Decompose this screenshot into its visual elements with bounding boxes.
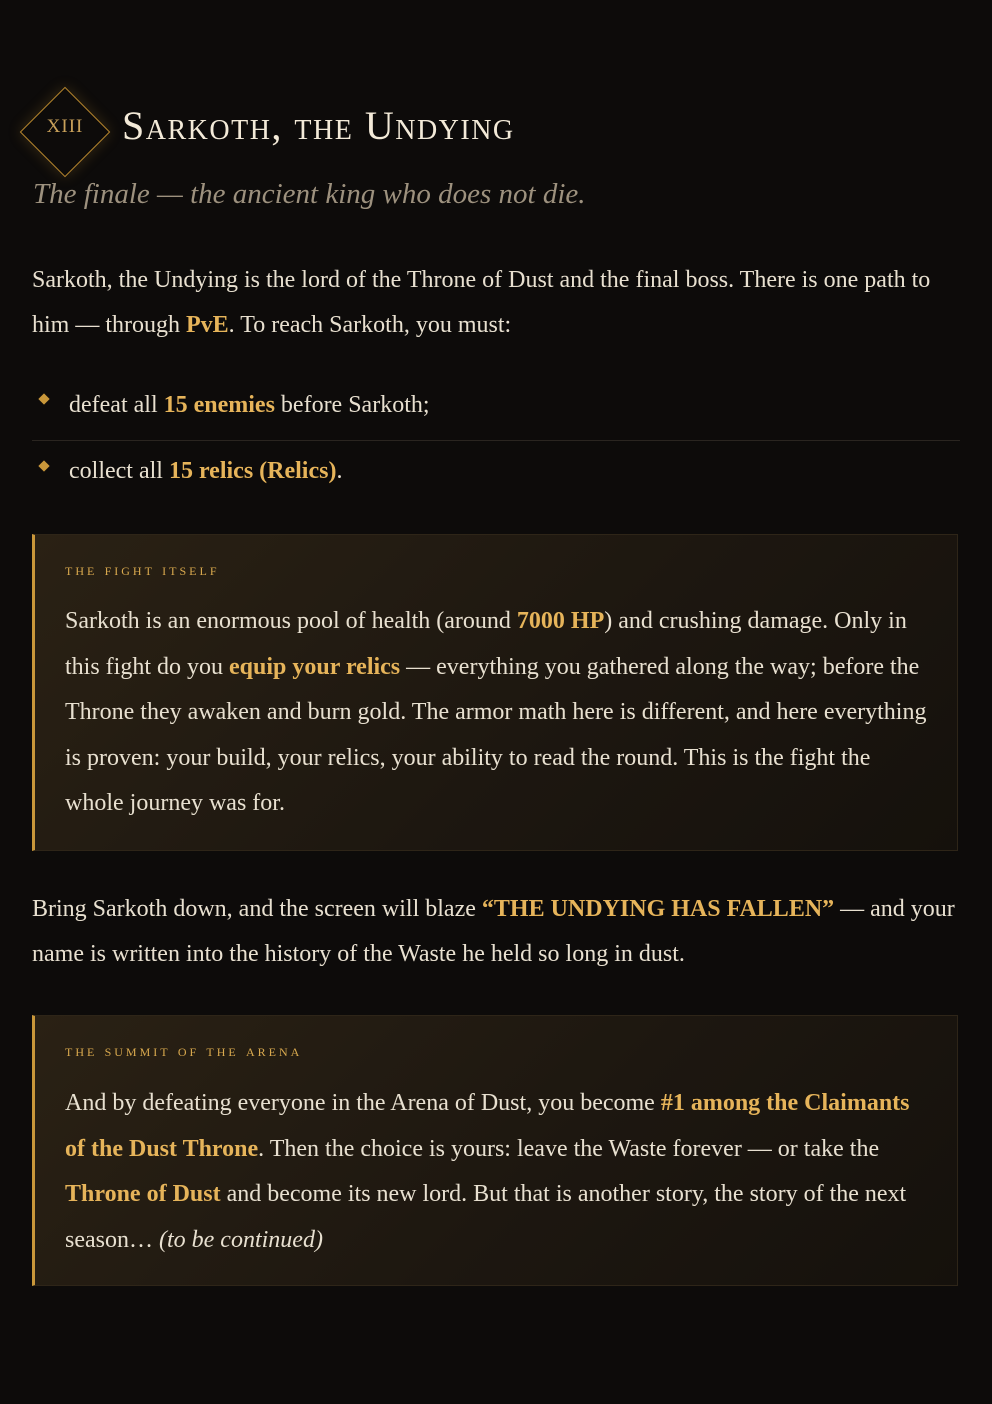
callout-title: the fight itself (65, 560, 220, 579)
list-item-text (69, 458, 342, 484)
callout-body (65, 1081, 925, 1263)
callout-text-2: . Then the choice is yours: leave the Waste forever — or take the (258, 1135, 880, 1162)
fight-callout (32, 534, 958, 851)
callout-body (65, 599, 935, 827)
outro-text-2: — and your name is written into the history of the Waste he held so long in dust. (32, 896, 955, 967)
fallen-quote-highlight: “THE UNDYING HAS FALLEN” (481, 896, 835, 922)
relics-highlight: 15 relics (Relics) (168, 458, 337, 484)
intro-text-2: . To reach Sarkoth, you must: (228, 312, 512, 338)
callout-title: the summit of the arena (65, 1041, 303, 1060)
callout-text-2: ) and crushing damage. Only in this fight do you (65, 608, 907, 680)
to-be-continued: (to be continued) (158, 1226, 323, 1253)
outro-text-1: Bring Sarkoth down, and the screen will blaze (32, 896, 482, 922)
summit-callout (32, 1015, 958, 1286)
list-item-after: before Sarkoth; (274, 392, 430, 418)
hp-highlight: 7000 HP (516, 608, 605, 634)
list-item-text (69, 392, 430, 418)
callout-text-3: and become its new lord. But that is another story, the story of the next season… (65, 1181, 907, 1253)
callout-text-1: And by defeating everyone in the Arena of Dust, you become (65, 1090, 661, 1116)
rank-highlight: #1 among the Claimants of the Dust Throne (65, 1090, 910, 1162)
intro-paragraph (32, 258, 960, 348)
list-item (32, 380, 960, 440)
page-title: Sarkoth, the Undying (122, 103, 515, 148)
equip-relics-highlight: equip your relics (229, 653, 401, 680)
enemies-highlight: 15 enemies (163, 392, 275, 418)
list-item-after: . (336, 458, 343, 484)
outro-paragraph (32, 887, 960, 977)
throne-highlight: Throne of Dust (65, 1181, 221, 1207)
list-item-before: collect all (69, 458, 169, 484)
diamond-bullet-icon (38, 460, 49, 471)
requirements-list (32, 380, 960, 501)
chapter-number: XIII (46, 116, 84, 137)
intro-text-1: Sarkoth, the Undying is the lord of the Throne of Dust and the final boss. There is one path to him — through (32, 267, 931, 338)
diamond-bullet-icon (38, 393, 49, 404)
page-subtitle: The finale — the ancient king who does not die. (33, 178, 586, 210)
callout-text-1: Sarkoth is an enormous pool of health (around (65, 608, 517, 634)
list-item-before: defeat all (69, 392, 164, 418)
list-item (32, 440, 960, 501)
pve-highlight: PvE (186, 312, 229, 338)
callout-text-3: — everything you gathered along the way; before the Throne they awaken and burn gold. The armor math here is different, and here everything is proven: your build, your relics, your ability to read the round. This is the fight the whole journey was for. (65, 653, 927, 816)
